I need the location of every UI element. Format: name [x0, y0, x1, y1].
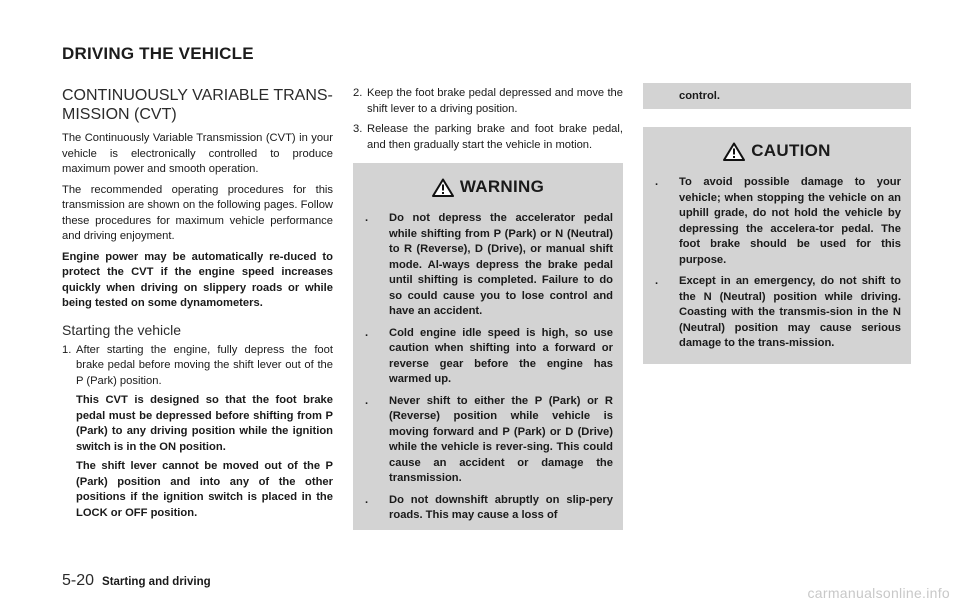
subsection-title: Starting the vehicle — [62, 321, 182, 338]
column-2 — [353, 86, 623, 530]
warning-item-text: Cold engine idle speed is high, so use caution when shifting into a forward or reverse gear before the engine has warmed up. — [389, 326, 613, 385]
step-number: 2. — [353, 87, 363, 99]
procedures-paragraph: The recommended operating procedures for this transmission are shown on the following pages. Follow these procedures for maximum vehicle performance and driving enjoyment. — [62, 183, 333, 242]
step-number: 3. — [353, 123, 363, 135]
warning-item-text: Do not depress the accelerator pedal while shifting from P (Park) or N (Neutral) to R (Reverse), D (Drive), or manual shift mode. Al-ways depress the brake pedal until shifting is completed. Failure to do so could cause you to lose control and have an accident. — [389, 212, 613, 317]
bullet: . — [655, 176, 659, 188]
section-title-line-1: CONTINUOUSLY VARIABLE TRANS- — [62, 87, 333, 104]
caution-item — [653, 175, 901, 268]
engine-power-note: Engine power may be automatically re-duced to protect the CVT if the engine speed increases quickly when driving on slippery roads or while being tested on some dynamometers. — [62, 250, 333, 309]
warning-item-text: Never shift to either the P (Park) or R (Reverse) position while vehicle is moving forward and P (Park) or D (Drive) while the vehicle is rever-sing. This could cause an accident or damage the transmission. — [389, 394, 613, 484]
step-text: After starting the engine, fully depress the foot brake pedal before moving the shift lever out of the P (Park) position. — [76, 343, 333, 387]
warning-item — [363, 493, 613, 524]
caution-item — [653, 274, 901, 352]
warning-continuation-box — [643, 83, 911, 109]
section-title — [62, 86, 333, 124]
warning-triangle-icon — [432, 178, 454, 197]
page-footer — [62, 572, 211, 590]
intro-paragraph: The Continuously Variable Transmission (CVT) in your vehicle is electronically controlled to produce maximum power and smooth operation. — [62, 132, 333, 175]
warning-triangle-icon — [723, 142, 745, 161]
watermark: carmanualsonline.info — [807, 585, 950, 601]
page-header-title: DRIVING THE VEHICLE — [62, 44, 254, 63]
column-3 — [643, 83, 911, 364]
bullet: . — [655, 275, 659, 287]
step-text: Release the parking brake and foot brake pedal, and then gradually start the vehicle in motion. — [367, 123, 623, 151]
step-1 — [62, 343, 333, 526]
warning-item-text: Do not downshift abruptly on slip-pery roads. This may cause a loss of — [389, 493, 613, 521]
step-2 — [353, 86, 623, 117]
step-3 — [353, 122, 623, 153]
page-number: 5-20 — [62, 572, 95, 589]
step-number: 1. — [62, 343, 72, 356]
caution-label: CAUTION — [751, 141, 831, 160]
warning-item — [363, 326, 613, 388]
warning-box — [353, 163, 623, 530]
warning-continuation-text: control. — [679, 90, 721, 102]
section-title-line-2: MISSION (CVT) — [62, 106, 177, 123]
caution-box — [643, 127, 911, 364]
warning-item — [363, 394, 613, 487]
step-note-2: The shift lever cannot be moved out of the P (Park) position and into any of the other positions if the ignition switch is placed in the LOCK or OFF position. — [76, 460, 333, 519]
warning-item — [363, 211, 613, 320]
bullet: . — [365, 493, 369, 506]
column-1 — [62, 86, 333, 530]
bullet: . — [365, 326, 369, 339]
caution-item-text: Except in an emergency, do not shift to the N (Neutral) position while driving. Coasting with the transmis-sion in the N (Neutral) position may cause serious damage to the trans-mission. — [679, 275, 901, 349]
bullet: . — [365, 394, 369, 407]
bullet: . — [365, 212, 369, 224]
caution-item-text: To avoid possible damage to your vehicle; when stopping the vehicle on an uphill grade, do not hold the vehicle by depressing the accelera-tor pedal. The foot brake should be used for this purpose. — [679, 176, 901, 266]
footer-section-title: Starting and driving — [102, 576, 211, 588]
step-text: Keep the foot brake pedal depressed and move the shift lever to a driving position. — [367, 87, 623, 115]
warning-header — [363, 171, 613, 211]
step-note-1: This CVT is designed so that the foot brake pedal must be depressed before shifting from P (Park) to any driving position while the ignition switch is in the ON position. — [76, 394, 333, 453]
warning-label: WARNING — [459, 177, 545, 196]
caution-header — [653, 135, 901, 175]
